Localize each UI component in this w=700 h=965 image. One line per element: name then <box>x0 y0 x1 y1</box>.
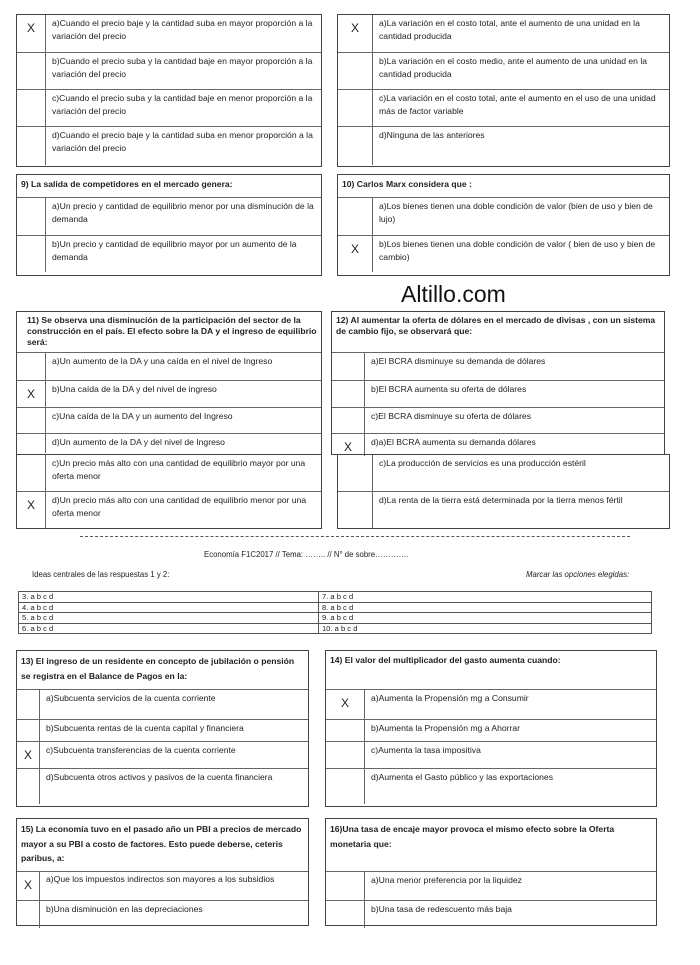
option-b: b)Aumenta la Propensión mg a Ahorrar <box>365 719 657 741</box>
option-a: a)Aumenta la Propensión mg a Consumir <box>371 693 529 703</box>
answer-mark[interactable] <box>332 353 365 380</box>
option-a: a)Un precio y cantidad de equilibrio menor por una disminución de la demanda <box>52 201 314 225</box>
option-a: a)Una menor preferencia por la liquidez <box>371 875 522 885</box>
answer-mark[interactable] <box>17 235 46 272</box>
answer-mark[interactable] <box>17 768 40 804</box>
answer-mark[interactable] <box>338 455 373 491</box>
option-a: a)Subcuenta servicios de la cuenta corriente <box>46 693 216 703</box>
question-10-box <box>337 174 670 276</box>
answer-mark[interactable] <box>17 89 46 126</box>
option-b: b)La variación en el costo medio, ante el aumento de una unidad en la cantidad producida <box>373 52 670 89</box>
marcar-label: Marcar las opciones elegidas: <box>526 570 630 579</box>
continuation-right-box <box>337 454 670 529</box>
option-b: b)Una caída de la DA y del nivel de ingreso <box>46 380 322 407</box>
answer-mark[interactable] <box>17 52 46 89</box>
answer-mark[interactable] <box>338 89 373 126</box>
question-9-box <box>16 174 322 276</box>
option-a: a)Cuando el precio baje y la cantidad suba en mayor proporción a la variación del precio <box>52 18 313 42</box>
option-b: b)Un precio y cantidad de equilibrio mayor por un aumento de la demanda <box>46 235 322 272</box>
option-c: c)Un precio más alto con una cantidad de equilibrio mayor por una oferta menor <box>52 458 306 482</box>
answer-mark[interactable] <box>326 719 365 741</box>
question-16-box <box>325 818 657 926</box>
answer-row-8[interactable]: 8. a b c d <box>318 602 651 613</box>
option-a: a)El BCRA disminuye su demanda de dólares <box>371 356 546 366</box>
answer-mark[interactable] <box>326 900 365 928</box>
answer-mark[interactable] <box>17 198 46 235</box>
answer-row-5[interactable]: 5. a b c d <box>19 613 319 624</box>
answer-mark[interactable]: X <box>17 872 40 900</box>
answer-row-9[interactable]: 9. a b c d <box>318 613 651 624</box>
answer-mark[interactable]: X <box>17 741 40 768</box>
question-14-box <box>325 650 657 807</box>
option-d: d)Subcuenta otros activos y pasivos de la cuenta financiera <box>40 768 309 804</box>
option-d: d)Un aumento de la DA y del nivel de Ingreso <box>46 433 322 453</box>
option-d: d)La renta de la tierra está determinada por la tierra menos fértil <box>373 491 670 528</box>
question-8-box <box>337 14 670 167</box>
question-12-box <box>331 311 665 455</box>
answer-mark[interactable]: X <box>326 690 365 719</box>
option-d: d)Un precio más alto con una cantidad de equilibrio menor por una oferta menor <box>46 491 322 528</box>
continuation-left-box <box>16 454 322 529</box>
option-c: c)El BCRA disminuye su oferta de dólares <box>365 407 665 433</box>
answer-mark[interactable] <box>338 198 373 235</box>
option-c: c)Subcuenta transferencias de la cuenta corriente <box>40 741 309 768</box>
answer-row-6[interactable]: 6. a b c d <box>19 623 319 634</box>
exam-header: Economía F1C2017 // Tema: …….. // N° de sobre…………. <box>204 550 409 559</box>
option-c: c)Cuando el precio suba y la cantidad baje en menor proporción a la variación del precio <box>46 89 322 126</box>
answer-mark[interactable] <box>326 768 365 804</box>
question-11-box <box>16 311 322 455</box>
answer-mark[interactable]: X <box>17 15 46 52</box>
option-b: b)Subcuenta rentas de la cuenta capital y financiera <box>40 719 309 741</box>
question-12-title: 12) Al aumentar la oferta de dólares en el mercado de divisas , con un sistema de cambio fijo, se observará que: <box>332 312 664 353</box>
question-7-box <box>16 14 322 167</box>
answer-row-7[interactable]: 7. a b c d <box>318 592 651 603</box>
option-c: c)Una caída de la DA y un aumento del Ingreso <box>46 407 322 433</box>
option-d: d)Ninguna de las anteriores <box>373 126 670 165</box>
option-d: d)Aumenta el Gasto público y las exportaciones <box>365 768 657 804</box>
ideas-label: Ideas centrales de las respuestas 1 y 2: <box>32 570 170 579</box>
option-b: b)Una tasa de redescuento más baja <box>365 900 657 928</box>
question-14-title: 14) El valor del multiplicador del gasto aumenta cuando: <box>326 651 656 690</box>
question-15-title: 15) La economía tuvo en el pasado año un PBI a precios de mercado mayor a su PBI a costo de factores. Esto puede deberse, ceteris paribus, a: <box>17 819 308 872</box>
answer-row-10[interactable]: 10. a b c d <box>318 623 651 634</box>
answer-mark[interactable] <box>332 407 365 433</box>
option-b: b)Una disminución en las depreciaciones <box>40 900 309 928</box>
answer-mark[interactable]: X <box>332 433 365 456</box>
answer-row-3[interactable]: 3. a b c d <box>19 592 319 603</box>
answer-mark[interactable] <box>17 433 46 453</box>
answer-grid <box>18 591 652 634</box>
answer-mark[interactable] <box>17 126 46 165</box>
answer-mark[interactable]: X <box>338 235 373 272</box>
answer-mark[interactable]: X <box>17 491 46 528</box>
option-a: a)Un aumento de la DA y una caída en el nivel de Ingreso <box>52 356 273 366</box>
question-9-title: 9) La salida de competidores en el mercado genera: <box>17 175 321 198</box>
question-10-title: 10) Carlos Marx considera que : <box>338 175 669 198</box>
answer-mark[interactable] <box>17 900 40 928</box>
option-a: a)La variación en el costo total, ante el aumento de una unidad en la cantidad producida <box>379 18 640 42</box>
option-d: d)a)El BCRA aumenta su demanda dólares <box>365 433 665 456</box>
question-15-box <box>16 818 309 926</box>
option-b: b)Cuando el precio suba y la cantidad baje en mayor proporción a la variación del precio <box>46 52 322 89</box>
option-c: c)La producción de servicios es una producción estéril <box>379 458 586 468</box>
question-13-box <box>16 650 309 807</box>
question-11-title: 11) Se observa una disminución de la participación del sector de la construcción en el país. El efecto sobre la DA y el ingreso de equilibrio será: <box>17 312 321 353</box>
answer-mark[interactable]: X <box>338 15 373 52</box>
option-a: a)Los bienes tienen una doble condición de valor (bien de uso y bien de lujo) <box>379 201 653 225</box>
answer-mark[interactable] <box>17 353 46 380</box>
answer-mark[interactable] <box>338 52 373 89</box>
answer-mark[interactable] <box>338 491 373 528</box>
watermark-text: Altillo.com <box>401 281 506 307</box>
answer-mark[interactable] <box>326 741 365 768</box>
answer-row-4[interactable]: 4. a b c d <box>19 602 319 613</box>
option-a: a)Que los impuestos indirectos son mayores a los subsidios <box>46 874 275 884</box>
option-d: d)Cuando el precio baje y la cantidad suba en menor proporción a la variación del precio <box>46 126 322 165</box>
answer-mark[interactable] <box>17 719 40 741</box>
answer-mark[interactable] <box>332 380 365 407</box>
option-c: c)Aumenta la tasa impositiva <box>365 741 657 768</box>
option-b: b)El BCRA aumenta su oferta de dólares <box>365 380 665 407</box>
answer-mark[interactable] <box>17 407 46 433</box>
answer-mark[interactable]: X <box>17 380 46 407</box>
option-b: b)Los bienes tienen una doble condición de valor ( bien de uso y bien de cambio) <box>373 235 670 272</box>
cut-line <box>80 536 630 537</box>
answer-mark[interactable] <box>17 455 46 491</box>
answer-mark[interactable] <box>338 126 373 165</box>
question-16-title: 16)Una tasa de encaje mayor provoca el mismo efecto sobre la Oferta monetaria que: <box>326 819 656 872</box>
answer-mark[interactable] <box>17 690 40 719</box>
question-13-title: 13) El ingreso de un residente en concepto de jubilación o pensión se registra en el Balance de Pagos en la: <box>17 651 308 690</box>
option-c: c)La variación en el costo total, ante el aumento en el uso de una unidad más de factor variable <box>373 89 670 126</box>
answer-mark[interactable] <box>326 872 365 900</box>
